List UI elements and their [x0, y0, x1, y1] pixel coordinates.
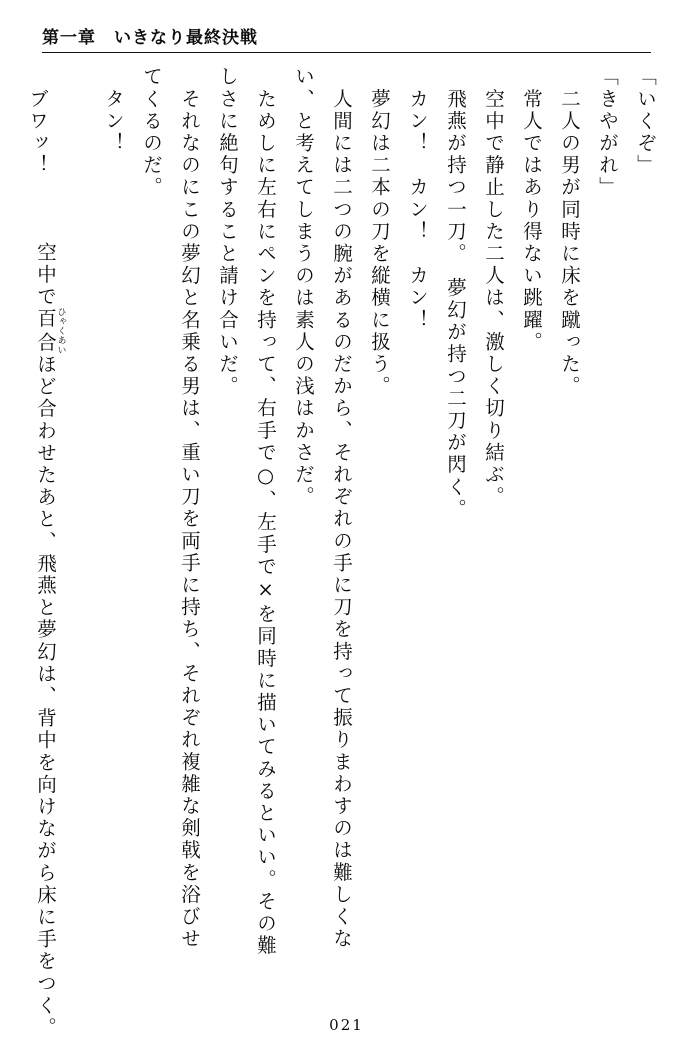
- text-line: い、と考えてしまうのは素人の浅はかさだ。: [292, 66, 315, 508]
- header-rule: [42, 52, 651, 53]
- text-line: 空中で静止した二人は、激しく切り結ぶ。: [482, 66, 505, 508]
- text-line: ブワッ！: [26, 66, 49, 177]
- text-line: 人間には二つの腕があるのだから、それぞれの手に刀を持って振りまわすのは難しくな: [330, 66, 353, 950]
- text-line: ためしに左右にペンを持って、右手で○、左手で×を同時に描いてみるといい。その難: [254, 66, 277, 957]
- running-header: [42, 18, 651, 52]
- text-line: 「きやがれ」: [596, 66, 619, 199]
- text-line: 夢幻は二本の刀を縦横に扱う。: [368, 66, 391, 398]
- text-line: 「いくぞ」: [634, 66, 657, 177]
- ruby-base: 百合: [34, 307, 57, 355]
- text-line: てくるのだ。: [140, 66, 163, 199]
- text-line: しさに絶句すること請け合いだ。: [216, 66, 239, 398]
- text-line: 常人ではあり得ない跳躍。: [520, 66, 543, 354]
- ruby-group: [34, 307, 66, 355]
- page-number: 021: [329, 1016, 364, 1034]
- text-line: タン！: [102, 66, 125, 155]
- chapter-number: 第一章: [42, 27, 96, 48]
- ruby-reading: ひゃくあい: [55, 307, 66, 355]
- text-line: 飛燕が持つ一刀。 夢幻が持つ二刀が閃く。: [444, 66, 467, 521]
- ruby-line-suffix: ほど合わせたあと、飛燕と夢幻は、背中を向けながら床に手をつく。: [34, 353, 57, 1039]
- text-line: カン！ カン！ カン！: [406, 66, 429, 332]
- text-line: それなのにこの夢幻と名乗る男は、重い刀を両手に持ち、それぞれ複雑な剣戟を浴びせ: [178, 66, 201, 950]
- chapter-title: いきなり最終決戦: [114, 27, 258, 48]
- text-line: 二人の男が同時に床を蹴った。: [558, 66, 581, 398]
- ruby-line-prefix: 空中で: [34, 219, 57, 309]
